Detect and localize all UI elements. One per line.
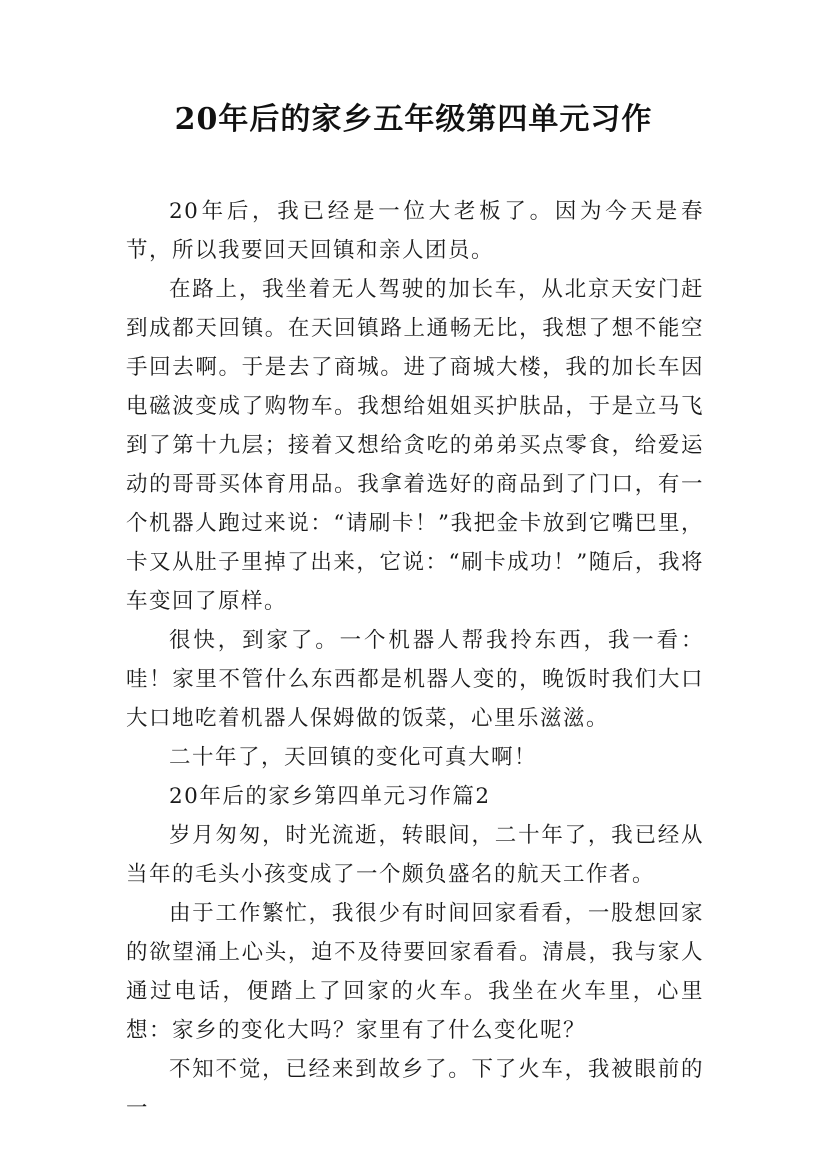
document-body xyxy=(126,192,704,1128)
paragraph-2: 在路上，我坐着无人驾驶的加长车，从北京天安门赶到成都天回镇。在天回镇路上通畅无比，我想了想不能空手回去啊。于是去了商城。进了商城大楼，我的加长车因电磁波变成了购物车。我想给姐姐买护肤品，于是立马飞到了第十九层；接着又想给贪吃的弟弟买点零食，给爱运动的哥哥买体育用品。我拿着选好的商品到了门口，有一个机器人跑过来说：“请刷卡！”我把金卡放到它嘴巴里，卡又从肚子里掉了出来，它说：“刷卡成功！”随后，我将车变回了原样。 xyxy=(126,277,704,614)
paragraph-3: 很快，到家了。一个机器人帮我拎东西，我一看：哇！家里不管什么东西都是机器人变的，晚饭时我们大口大口地吃着机器人保姆做的饭菜，心里乐滋滋。 xyxy=(126,628,704,731)
paragraph-4: 二十年了，天回镇的变化可真大啊！ xyxy=(169,745,538,770)
document-title: 20年后的家乡五年级第四单元习作 xyxy=(174,102,653,137)
paragraph-8: 不知不觉，已经来到故乡了。下了火车，我被眼前的一 xyxy=(126,1057,704,1121)
paragraph-7: 由于工作繁忙，我很少有时间回家看看，一股想回家的欲望涌上心头，迫不及待要回家看看。清晨，我与家人通过电话，便踏上了回家的火车。我坐在火车里，心里想：家乡的变化大吗？家里有了什么变化呢？ xyxy=(126,901,704,1043)
paragraph-6: 岁月匆匆，时光流逝，转眼间，二十年了，我已经从当年的毛头小孩变成了一个颇负盛名的航天工作者。 xyxy=(126,823,704,887)
paragraph-1: 20年后，我已经是一位大老板了。因为今天是春节，所以我要回天回镇和亲人团员。 xyxy=(126,199,704,263)
section-heading-2: 20年后的家乡第四单元习作篇2 xyxy=(169,784,491,809)
